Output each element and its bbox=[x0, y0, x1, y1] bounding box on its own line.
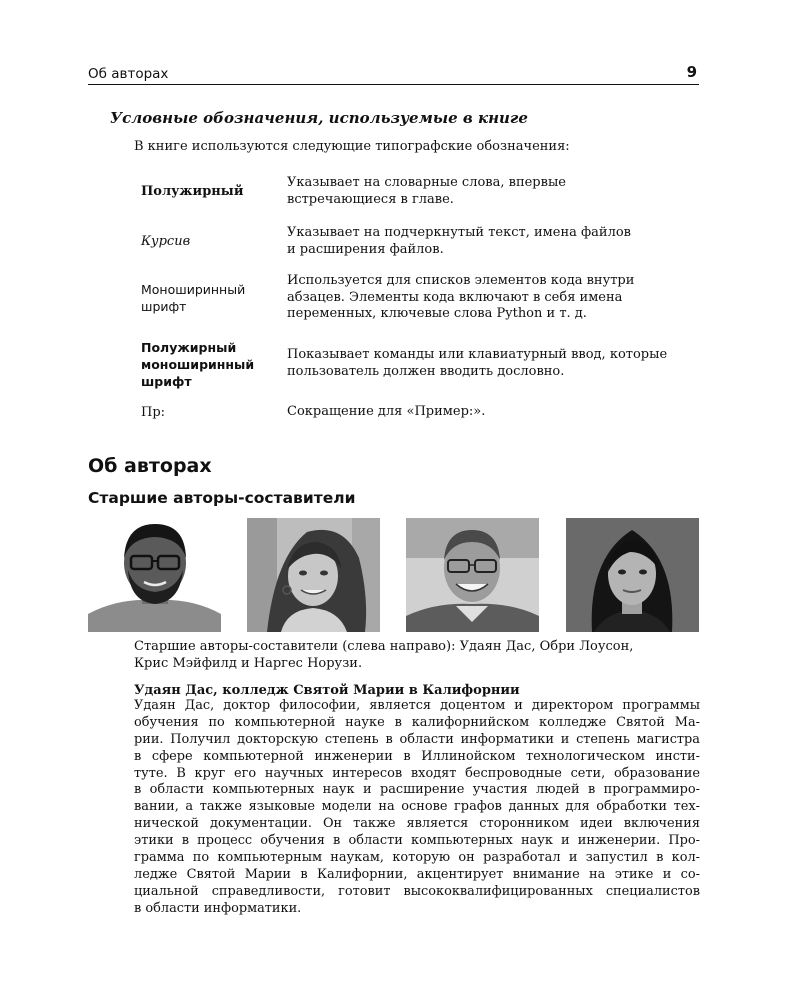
convention-description bbox=[287, 273, 634, 323]
author-photo-udayan-das bbox=[88, 518, 221, 632]
bio-heading: Удаян Дас, колледж Святой Марии в Калифорнии bbox=[134, 683, 520, 698]
author-photo-chris-mayfield bbox=[406, 518, 539, 632]
term-line: Полужирный bbox=[141, 184, 244, 199]
term-line: шрифт bbox=[141, 374, 192, 389]
page-number: 9 bbox=[686, 63, 697, 81]
author-photo-aubrey-lawson bbox=[247, 518, 380, 632]
description-line: и расширения файлов. bbox=[287, 241, 444, 257]
running-header bbox=[88, 62, 699, 85]
portrait-2 bbox=[247, 518, 380, 632]
description-line: Указывает на словарные слова, впервые bbox=[287, 175, 566, 190]
bio-line: в области информатики. bbox=[134, 900, 302, 916]
caption-line: Старшие авторы-составители (слева направо): Удаян Дас, Обри Лоусон, bbox=[134, 639, 634, 654]
bio-line: грамма по компьютерным наукам, которую он разработал и запустил в кол- bbox=[134, 850, 700, 866]
bio-line: в сфере компьютерной инженерии в Иллинойском технологическом инсти- bbox=[134, 748, 700, 764]
caption-line: Крис Мэйфилд и Наргес Норузи. bbox=[134, 656, 363, 671]
bio-line: Удаян Дас, доктор философии, является доцентом и директором программы bbox=[134, 698, 700, 713]
conventions-intro: В книге используются следующие типографские обозначения: bbox=[134, 139, 570, 154]
bio-line: туте. В круг его научных интересов входят беспроводные сети, образование bbox=[134, 765, 700, 781]
convention-term bbox=[141, 281, 245, 315]
convention-term bbox=[141, 339, 254, 390]
convention-description bbox=[287, 404, 485, 421]
section-title: Об авторах bbox=[88, 455, 212, 477]
photo-caption bbox=[134, 638, 694, 672]
term-line: шрифт bbox=[141, 299, 187, 314]
term-line: моноширинный bbox=[141, 357, 255, 372]
convention-term bbox=[141, 404, 165, 421]
author-photos bbox=[88, 518, 699, 632]
bio-line: обучения по компьютерной науке в калифорнийском колледже Святой Ма- bbox=[134, 714, 700, 730]
bio-line: в области компьютерных наук и расширение участия людей в программиро- bbox=[134, 782, 700, 798]
conventions-heading: Условные обозначения, используемые в книге bbox=[110, 109, 528, 127]
description-line: Используется для списков элементов кода внутри bbox=[287, 273, 635, 288]
author-photo-narges-norouzi bbox=[566, 518, 699, 632]
description-line: абзацев. Элементы кода включают в себя имена bbox=[287, 289, 623, 305]
description-line: Показывает команды или клавиатурный ввод, которые bbox=[287, 347, 668, 362]
term-line: Курсив bbox=[141, 234, 191, 249]
description-line: пользователь должен вводить дословно. bbox=[287, 363, 565, 379]
convention-term bbox=[141, 233, 190, 250]
bio-line: нической документации. Он также является сторонником идеи включения bbox=[134, 816, 700, 832]
bio-line: вании, а также языковые модели на основе графов данных для обработки тех- bbox=[134, 799, 700, 815]
portrait-1 bbox=[88, 518, 221, 632]
bio-paragraph bbox=[134, 698, 700, 918]
bio-line: ледже Святой Марии в Калифорнии, акцентирует внимание на этике и со- bbox=[134, 866, 700, 882]
convention-description bbox=[287, 225, 631, 258]
portrait-4 bbox=[566, 518, 699, 632]
term-line: Пр: bbox=[141, 405, 166, 420]
convention-description bbox=[287, 175, 566, 208]
description-line: Указывает на подчеркнутый текст, имена файлов bbox=[287, 225, 631, 240]
convention-description bbox=[287, 347, 667, 380]
bio-line: циальной справедливости, готовит высококвалифицированных специалистов bbox=[134, 883, 700, 899]
term-line: Полужирный bbox=[141, 340, 237, 355]
description-line: переменных, ключевые слова Python и т. д. bbox=[287, 306, 587, 321]
running-title: Об авторах bbox=[88, 66, 169, 82]
description-line: Сокращение для «Пример:». bbox=[287, 404, 486, 419]
bio-line: этики в процесс обучения в области компьютерных наук и инженерии. Про- bbox=[134, 833, 700, 849]
description-line: встречающиеся в главе. bbox=[287, 191, 454, 207]
portrait-3 bbox=[406, 518, 539, 632]
convention-term bbox=[141, 183, 243, 200]
term-line: Моноширинный bbox=[141, 282, 246, 297]
bio-line: рии. Получил докторскую степень в области информатики и степень магистра bbox=[134, 731, 700, 747]
subsection-title: Старшие авторы-составители bbox=[88, 489, 356, 507]
